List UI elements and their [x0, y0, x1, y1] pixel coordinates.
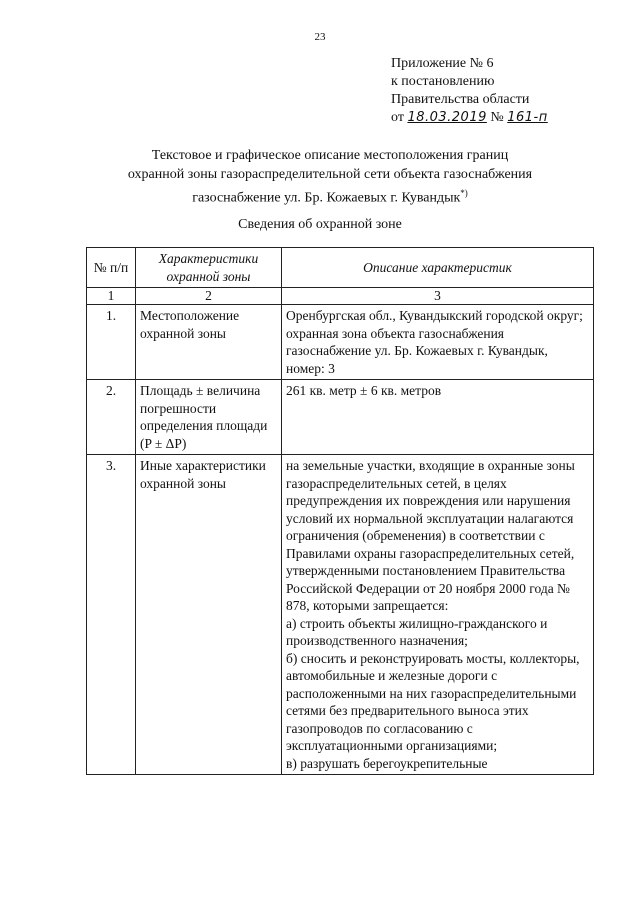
restriction-item: б) сносить и реконструировать мосты, коллекторы, автомобильные и железные дороги с расположенными на них газораспределительными сетями без предварительного выноса этих газопроводов по согласованию с эксплуатационными организациями; [286, 650, 580, 753]
header-description: Описание характеристик [282, 248, 594, 288]
row-number: 3. [87, 455, 136, 775]
title-line-1: Текстовое и графическое описание местоположения границ [151, 148, 509, 163]
column-number: 3 [282, 288, 594, 305]
row-number: 1. [87, 305, 136, 380]
footnote-mark: *) [460, 188, 468, 198]
column-number: 2 [136, 288, 282, 305]
table-row [87, 380, 594, 455]
column-number: 1 [87, 288, 136, 305]
row-characteristic: Местоположение охранной зоны [136, 305, 282, 380]
row-description: 261 кв. метр ± 6 кв. метров [282, 380, 594, 455]
row-number: 2. [87, 380, 136, 455]
appendix-from-prefix: от [391, 110, 404, 125]
row-characteristic: Площадь ± величина погрешности определения площади (P ± ΔP) [136, 380, 282, 455]
appendix-line-2: к постановлению [391, 74, 495, 89]
appendix-date: 18.03.2019 [407, 110, 487, 125]
table-header-row [87, 248, 594, 288]
appendix-date-line [391, 109, 548, 127]
header-characteristics: Характеристики охранной зоны [136, 248, 282, 288]
restriction-item: в) разрушать берегоукрепительные [286, 755, 488, 771]
document-title [60, 146, 600, 208]
title-line-2: охранной зоны газораспределительной сети объекта газоснабжения [127, 167, 533, 182]
appendix-line-3: Правительства области [391, 92, 530, 107]
restriction-item: а) строить объекты жилищно-гражданского и производственного назначения; [286, 615, 548, 648]
appendix-number: 161-п [507, 110, 548, 125]
page-number: 23 [314, 31, 326, 43]
row-description-cell [282, 455, 594, 775]
zone-info-table [86, 247, 594, 775]
table-row [87, 305, 594, 380]
row-description: на земельные участки, входящие в охранные зоны газораспределительных сетей, в целях предупреждения их повреждения или нарушения условий их нормальной эксплуатации налагаются ограничения (обременения) в соответствии с Правилами охраны газораспределительных сетей, утвержденными постановлением Правительства Российской Федерации от 20 ноября 2000 года № 878, которыми запрещается: [286, 458, 575, 613]
section-title: Сведения об охранной зоне [238, 217, 402, 232]
row-description: Оренбургская обл., Кувандыкский городской округ; охранная зона объекта газоснабжения газоснабжение ул. Бр. Кожаевых г. Кувандык, номер: 3 [282, 305, 594, 380]
header-no: № п/п [87, 248, 136, 288]
table-row [87, 455, 594, 775]
column-number-row [87, 288, 594, 305]
appendix-block [391, 55, 548, 127]
title-line-3-text: газоснабжение ул. Бр. Кожаевых г. Кувандык [192, 190, 461, 206]
title-line-3 [60, 184, 600, 208]
appendix-line-1: Приложение № 6 [391, 56, 494, 71]
row-characteristic: Иные характеристики охранной зоны [136, 455, 282, 775]
appendix-number-prefix: № [490, 110, 504, 125]
